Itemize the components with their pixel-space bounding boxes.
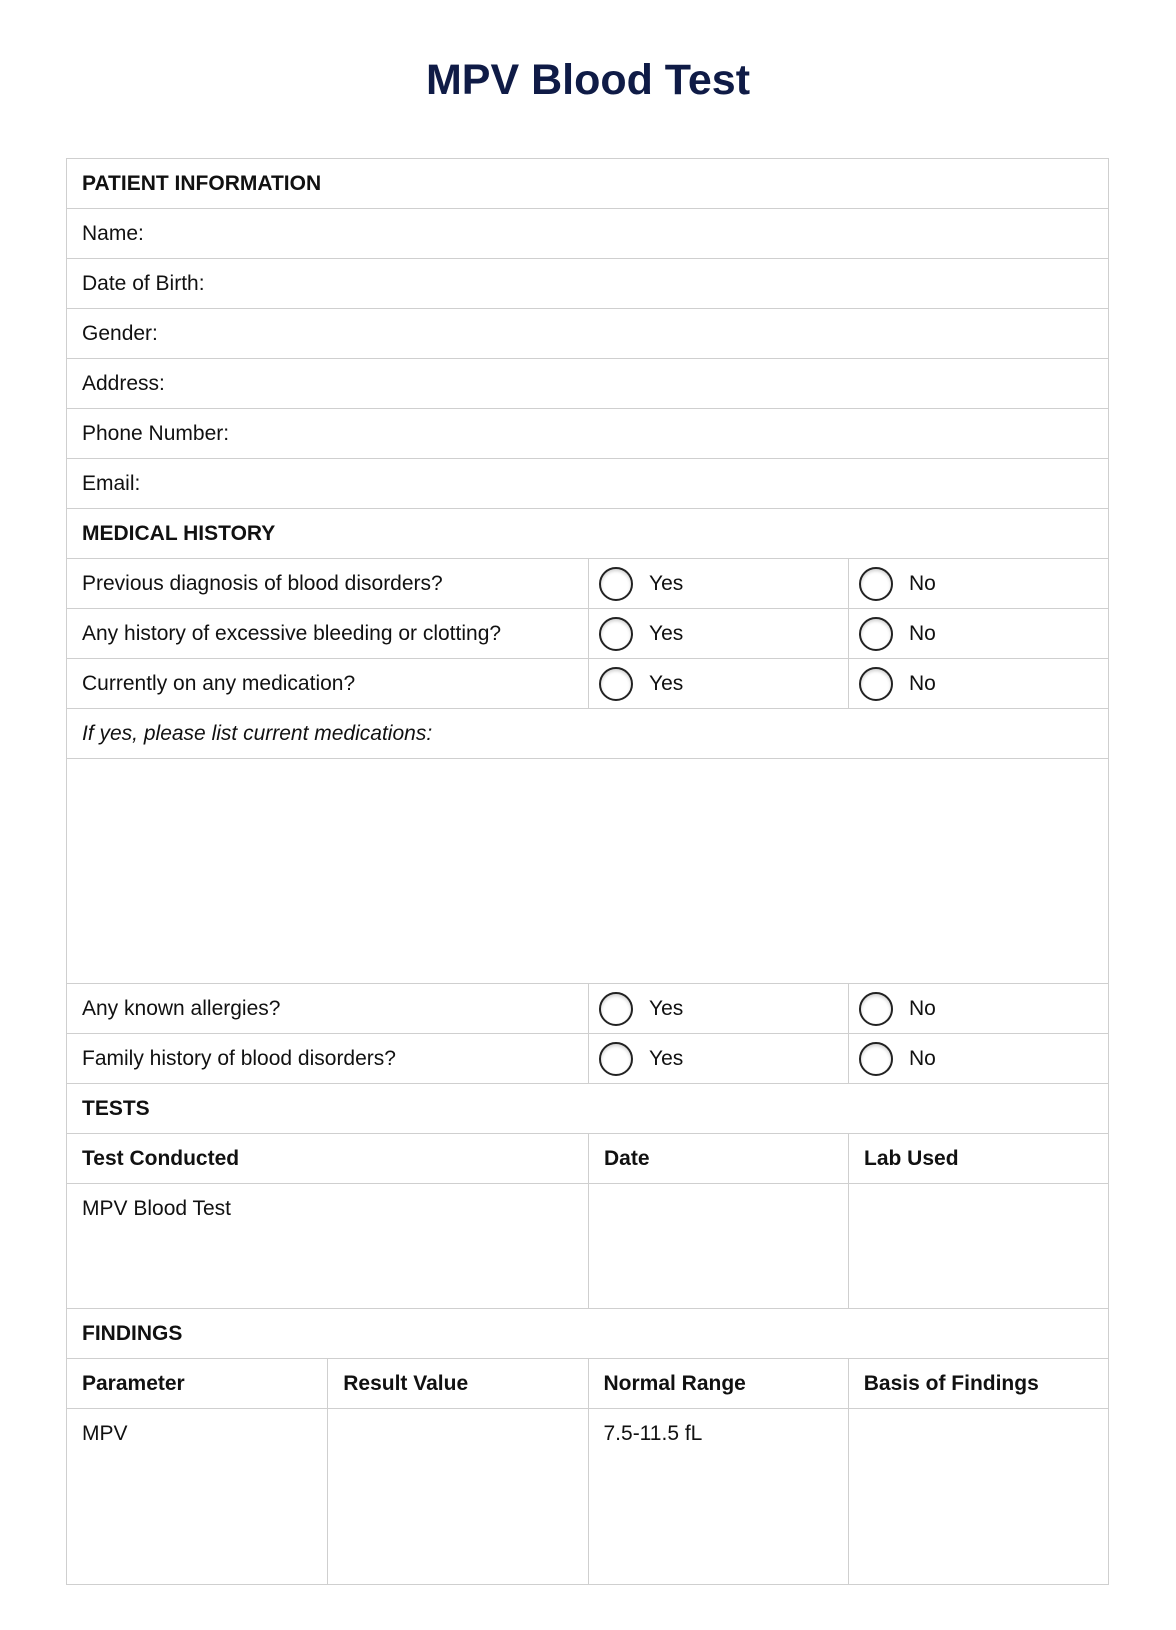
yes-option[interactable] (588, 609, 848, 658)
medical-history-heading: MEDICAL HISTORY (82, 521, 276, 545)
field-row-email[interactable] (67, 458, 1108, 508)
findings-heading: FINDINGS (82, 1321, 183, 1345)
yes-option[interactable] (588, 659, 848, 708)
no-option[interactable] (848, 559, 1108, 608)
yes-label: Yes (649, 571, 684, 595)
parameter-cell: MPV (82, 1422, 128, 1445)
table-row (67, 1183, 1108, 1308)
no-option[interactable] (848, 984, 1108, 1033)
question-label: Any history of excessive bleeding or clotting? (82, 621, 502, 645)
test-conducted-cell: MPV Blood Test (82, 1197, 232, 1220)
column-header: Date (588, 1134, 848, 1183)
no-radio-button[interactable] (859, 1042, 893, 1076)
yes-radio-button[interactable] (599, 667, 633, 701)
tests-column-header-row (67, 1133, 1108, 1183)
email-field-label: Email: (82, 471, 141, 495)
column-header: Lab Used (848, 1134, 1108, 1183)
field-row-date-of-birth[interactable] (67, 258, 1108, 308)
no-label: No (909, 621, 936, 645)
column-header: Result Value (327, 1359, 587, 1408)
question-row-family-history (67, 1033, 1108, 1083)
medications-list-area[interactable] (67, 758, 1108, 983)
yes-option[interactable] (588, 984, 848, 1033)
date-cell[interactable] (588, 1184, 848, 1308)
yes-label: Yes (649, 671, 684, 695)
basis-of-findings-cell[interactable] (848, 1409, 1108, 1584)
date-of-birth-field-label: Date of Birth: (82, 271, 205, 295)
field-row-address[interactable] (67, 358, 1108, 408)
no-radio-button[interactable] (859, 667, 893, 701)
question-label: Any known allergies? (82, 996, 281, 1020)
field-row-gender[interactable] (67, 308, 1108, 358)
normal-range-cell: 7.5-11.5 fL (588, 1409, 848, 1584)
medications-prompt: If yes, please list current medications: (82, 721, 433, 745)
findings-header-row (67, 1308, 1108, 1358)
yes-option[interactable] (588, 559, 848, 608)
table-row (67, 1408, 1108, 1584)
medications-list-field[interactable] (67, 759, 1108, 983)
yes-label: Yes (649, 996, 684, 1020)
findings-column-header-row (67, 1358, 1108, 1408)
no-radio-button[interactable] (859, 617, 893, 651)
tests-header-row (67, 1083, 1108, 1133)
yes-radio-button[interactable] (599, 617, 633, 651)
column-header: Basis of Findings (848, 1359, 1108, 1408)
phone-number-field-label: Phone Number: (82, 421, 230, 445)
yes-radio-button[interactable] (599, 567, 633, 601)
column-header: Normal Range (588, 1359, 848, 1408)
patient-information-header-row (67, 158, 1108, 208)
field-row-name[interactable] (67, 208, 1108, 258)
no-radio-button[interactable] (859, 992, 893, 1026)
name-field-label: Name: (82, 221, 144, 245)
yes-label: Yes (649, 621, 684, 645)
question-row-blood-disorders (67, 558, 1108, 608)
tests-heading: TESTS (82, 1096, 150, 1120)
question-label: Currently on any medication? (82, 671, 356, 695)
lab-used-cell[interactable] (848, 1184, 1108, 1308)
no-option[interactable] (848, 659, 1108, 708)
yes-option[interactable] (588, 1034, 848, 1083)
question-label: Previous diagnosis of blood disorders? (82, 571, 443, 595)
yes-radio-button[interactable] (599, 992, 633, 1026)
yes-label: Yes (649, 1046, 684, 1070)
patient-information-heading: PATIENT INFORMATION (82, 171, 322, 195)
column-header: Parameter (82, 1371, 185, 1395)
question-row-bleeding-clotting (67, 608, 1108, 658)
question-row-medication (67, 658, 1108, 708)
gender-field-label: Gender: (82, 321, 158, 345)
medical-history-header-row (67, 508, 1108, 558)
no-option[interactable] (848, 1034, 1108, 1083)
question-row-allergies (67, 983, 1108, 1033)
no-label: No (909, 671, 936, 695)
question-label: Family history of blood disorders? (82, 1046, 396, 1070)
result-value-cell[interactable] (327, 1409, 587, 1584)
no-radio-button[interactable] (859, 567, 893, 601)
mpv-form (66, 158, 1109, 1585)
yes-radio-button[interactable] (599, 1042, 633, 1076)
address-field-label: Address: (82, 371, 165, 395)
no-option[interactable] (848, 609, 1108, 658)
medications-prompt-row (67, 708, 1108, 758)
no-label: No (909, 996, 936, 1020)
no-label: No (909, 571, 936, 595)
no-label: No (909, 1046, 936, 1070)
field-row-phone-number[interactable] (67, 408, 1108, 458)
page-title: MPV Blood Test (425, 56, 751, 104)
column-header: Test Conducted (82, 1146, 240, 1170)
